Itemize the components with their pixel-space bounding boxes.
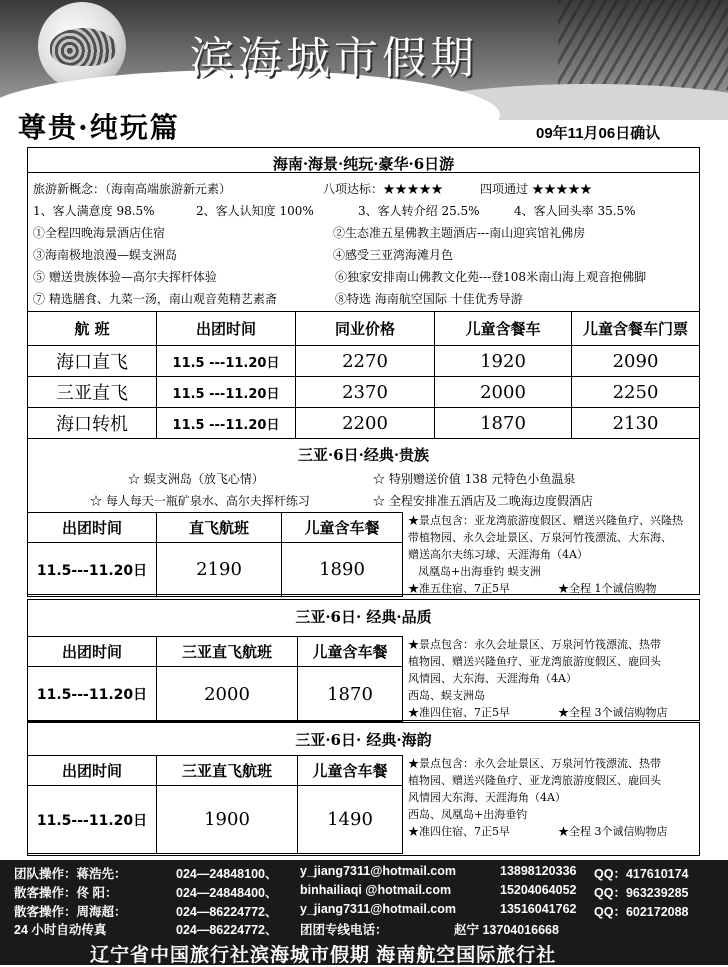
contact-email[interactable]: binhailiaqi @hotmail.com <box>300 883 452 897</box>
route-cell: 海口直飞 <box>28 346 157 377</box>
child-price-cell: 2000 <box>435 377 572 408</box>
child-price-cell: 1890 <box>282 543 403 597</box>
note-line: 西岛、凤凰岛+出海垂钓 <box>408 808 528 821</box>
col-header: 直飞航班 <box>157 513 282 543</box>
note-line: 风情园大东海、天涯海角（4A） <box>408 791 566 804</box>
sanya3-notes <box>408 755 698 840</box>
contact-phone: 024—86224772、 <box>176 905 278 919</box>
stat-2: 2、客人认知度 100% <box>196 204 314 218</box>
stat-1: 1、客人满意度 98.5% <box>33 204 155 218</box>
table-row <box>28 667 403 722</box>
table-row <box>28 346 700 377</box>
col-header: 出团时间 <box>157 312 296 346</box>
contact-name: 团队操作：蒋浩先： <box>14 867 127 881</box>
contact-email[interactable]: y_jiang7311@hotmail.com <box>300 864 456 878</box>
table-header-row <box>28 637 403 667</box>
hotel-info: ★准五住宿、7正5早 <box>408 582 510 595</box>
col-header: 儿童含餐车 <box>435 312 572 346</box>
feature-8: ⑧特选 海南航空国际 十佳优秀导游 <box>335 292 523 306</box>
child-price-cell: 1870 <box>298 667 403 722</box>
note-line: ★景点包含：永久会址景区、万泉河竹筏漂流、热带 <box>408 757 661 770</box>
shopping-info: ★全程 3个诚信购物店 <box>558 825 668 838</box>
contact-mobile: 13516041762 <box>500 902 577 916</box>
feature-2: ②生态准五星佛教主题酒店---南山迎宾馆礼佛房 <box>333 226 586 240</box>
price-cell: 2000 <box>157 667 298 722</box>
child-ticket-price-cell: 2250 <box>572 377 700 408</box>
contact-mobile: 15204064052 <box>500 883 577 897</box>
child-ticket-price-cell: 2090 <box>572 346 700 377</box>
child-price-cell: 1920 <box>435 346 572 377</box>
contact-qq: QQ：602172088 <box>594 905 689 919</box>
contact-name: 散客操作：佟 阳： <box>14 886 118 900</box>
stat-4: 4、客人回头率 35.5% <box>514 204 636 218</box>
hotel-info: ★准四住宿、7正5早 <box>408 706 510 719</box>
concept-text: 旅游新概念：（海南高端旅游新元素） <box>33 182 232 196</box>
col-header: 同业价格 <box>296 312 435 346</box>
contact-qq: QQ：417610174 <box>594 867 689 881</box>
price-cell: 2200 <box>296 408 435 439</box>
child-ticket-price-cell: 2130 <box>572 408 700 439</box>
footer-contacts <box>0 860 728 965</box>
table-header-row <box>28 312 700 346</box>
col-header: 出团时间 <box>28 513 157 543</box>
decor-pattern-icon <box>50 28 116 66</box>
child-price-cell: 1870 <box>435 408 572 439</box>
hotel-info: ★准四住宿、7正5早 <box>408 825 510 838</box>
price-cell: 2370 <box>296 377 435 408</box>
date-cell: 11.5---11.20日 <box>28 786 157 854</box>
standard-4: 四项通过 ★★★★★ <box>480 182 592 196</box>
date-cell: 11.5 ---11.20日 <box>157 408 296 439</box>
col-header: 儿童含车餐 <box>298 637 403 667</box>
sanya2-price-table <box>27 636 403 722</box>
company-names: 辽宁省中国旅行社滨海城市假期 海南航空国际旅行社 <box>90 945 557 966</box>
page-title: 滨海城市假期 <box>190 33 478 84</box>
price-cell: 2190 <box>157 543 282 597</box>
note-line: 植物园、赠送兴隆鱼疗、亚龙湾旅游度假区、鹿回头 <box>408 774 661 787</box>
hainan-price-table <box>27 311 700 439</box>
col-header: 儿童含车餐 <box>282 513 403 543</box>
sanya3-section <box>27 722 700 856</box>
table-row <box>28 543 403 597</box>
sanya1-feature-4: ☆ 全程安排准五酒店及二晚海边度假酒店 <box>373 494 593 508</box>
hainan-section <box>27 147 700 595</box>
note-line: ★景点包含：永久会址景区、万泉河竹筏漂流、热带 <box>408 638 661 651</box>
price-cell: 1900 <box>157 786 298 854</box>
feature-5: ⑤ 赠送贵族体验—高尔夫挥杆体验 <box>33 270 217 284</box>
route-cell: 海口转机 <box>28 408 157 439</box>
table-row <box>28 786 403 854</box>
sanya2-notes <box>408 636 698 721</box>
stat-3: 3、客人转介绍 25.5% <box>358 204 480 218</box>
sanya1-notes <box>408 512 698 597</box>
sanya3-price-table <box>27 755 403 854</box>
date-cell: 11.5 ---11.20日 <box>157 377 296 408</box>
contact-qq: QQ：963239285 <box>594 886 689 900</box>
header-banner <box>0 0 728 120</box>
standard-8: 八项达标：★★★★★ <box>323 182 444 196</box>
sanya3-title: 三亚·6日· 经典·海韵 <box>295 731 432 749</box>
sanya1-title: 三亚·6日·经典·贵族 <box>297 446 430 464</box>
note-line: 西岛、蜈支洲岛 <box>408 689 485 702</box>
route-cell: 三亚直飞 <box>28 377 157 408</box>
fax-label: 24 小时自动传真 <box>14 923 107 937</box>
feature-6: ⑥独家安排南山佛教文化苑---登108米南山海上观音抱佛脚 <box>335 270 647 284</box>
feature-3: ③海南极地浪漫—蜈支洲岛 <box>33 248 178 262</box>
sanya2-title: 三亚·6日· 经典·品质 <box>295 608 432 626</box>
col-header: 三亚直飞航班 <box>157 756 298 786</box>
sanya1-feature-2: ☆ 特别赠送价值 138 元特色小鱼温泉 <box>373 472 576 486</box>
col-header: 三亚直飞航班 <box>157 637 298 667</box>
feature-7: ⑦ 精选膳食、九菜一汤，南山观音苑精艺素斋 <box>33 292 277 306</box>
table-row <box>28 377 700 408</box>
col-header: 儿童含车餐 <box>298 756 403 786</box>
hainan-title: 海南·海景·纯玩·豪华·6日游 <box>272 155 455 173</box>
sanya1-feature-3: ☆ 每人每天一瓶矿泉水、高尔夫挥杆练习 <box>90 494 310 508</box>
col-header: 航 班 <box>28 312 157 346</box>
contact-email[interactable]: y_jiang7311@hotmail.com <box>300 902 456 916</box>
page-subtitle: 尊贵·纯玩篇 <box>18 111 180 144</box>
col-header: 出团时间 <box>28 637 157 667</box>
hotline-number: 赵宁 13704016668 <box>454 923 559 937</box>
contact-mobile: 13898120336 <box>500 864 577 878</box>
date-cell: 11.5---11.20日 <box>28 543 157 597</box>
child-price-cell: 1490 <box>298 786 403 854</box>
shopping-info: ★全程 3个诚信购物店 <box>558 706 668 719</box>
note-line: 赠送高尔夫练习球、天涯海角（4A） <box>408 548 588 561</box>
contact-name: 散客操作：周海超： <box>14 905 127 919</box>
price-cell: 2270 <box>296 346 435 377</box>
note-line: 带植物园、永久会址景区、万泉河竹筏漂流、大东海、 <box>408 531 672 544</box>
table-header-row <box>28 513 403 543</box>
note-line: 风情园、大东海、天涯海角（4A） <box>408 672 577 685</box>
contact-phone: 024—24848100、 <box>176 867 278 881</box>
confirm-date: 09年11月06日确认 <box>536 125 661 142</box>
feature-1: ①全程四晚海景酒店住宿 <box>33 226 166 240</box>
note-line: 植物园、赠送兴隆鱼疗、亚龙湾旅游度假区、鹿回头 <box>408 655 661 668</box>
sanya1-price-table <box>27 512 403 597</box>
date-cell: 11.5---11.20日 <box>28 667 157 722</box>
contact-phone: 024—24848400、 <box>176 886 278 900</box>
feature-4: ④感受三亚湾海滩月色 <box>333 248 454 262</box>
fax-number: 024—86224772、 <box>176 923 278 937</box>
shopping-info: ★全程 1个诚信购物 <box>558 582 657 595</box>
sanya2-section <box>27 599 700 721</box>
hotline-label: 团团专线电话： <box>300 923 388 937</box>
table-header-row <box>28 756 403 786</box>
table-row <box>28 408 700 439</box>
col-header: 儿童含餐车门票 <box>572 312 700 346</box>
sanya1-feature-1: ☆ 蜈支洲岛（放飞心情） <box>128 472 264 486</box>
date-cell: 11.5 ---11.20日 <box>157 346 296 377</box>
note-line: 凤凰岛+出海垂钓 蜈支洲 <box>418 565 541 578</box>
palm-leaves-icon <box>558 0 728 90</box>
note-line: ★景点包含：亚龙湾旅游度假区、赠送兴隆鱼疗、兴隆热 <box>408 514 683 527</box>
col-header: 出团时间 <box>28 756 157 786</box>
